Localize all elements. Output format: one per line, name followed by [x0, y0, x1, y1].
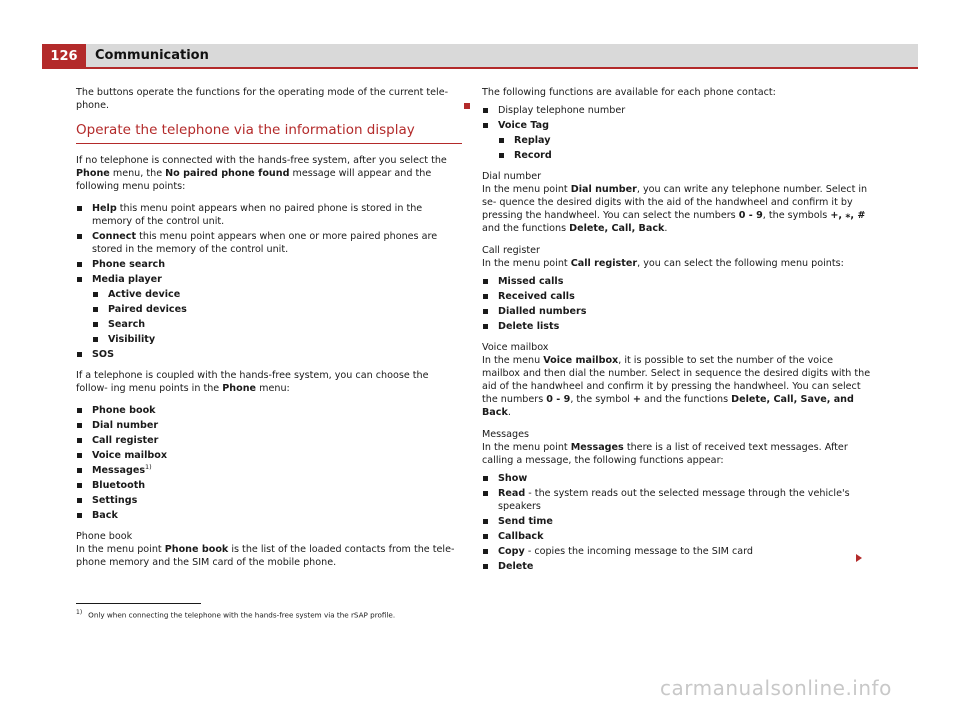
section-heading: Operate the telephone via the information display	[76, 124, 462, 144]
subsection-title: Messages	[482, 429, 530, 440]
paragraph: In the menu point Phone book is the list of the loaded contacts from the tele- phone memory and the SIM card of the mobile phone.	[76, 544, 455, 568]
list-item: Callback	[482, 530, 872, 543]
list-item: Phone book	[76, 404, 462, 417]
left-column	[76, 86, 462, 578]
list-item: Visibility	[92, 333, 462, 346]
subsection-title: Dial number	[482, 171, 542, 182]
list-item: Search	[92, 318, 462, 331]
list-item: Dial number	[76, 419, 462, 432]
list-item: Missed calls	[482, 275, 872, 288]
subsection-title: Phone book	[76, 531, 133, 542]
menu-point-list	[76, 202, 462, 361]
list-item: Paired devices	[92, 303, 462, 316]
header-rule	[42, 67, 918, 69]
continue-arrow-icon	[856, 554, 862, 562]
paragraph: If no telephone is connected with the hands-free system, after you select the Phone menu, the No paired phone found message will appear and the following menu points:	[76, 155, 447, 192]
list-item: Copy - copies the incoming message to the SIM card	[482, 545, 872, 558]
paragraph: In the menu Voice mailbox, it is possible to set the number of the voice mailbox and then dial the number. Select in sequence the desired digits with the aid of the handwheel and confirm it by pressing the handwheel. You can select the numbers 0 - 9, the symbol + and the functions Delete, Call, Save, and Back.	[482, 355, 871, 418]
footnote-rule	[76, 603, 201, 604]
list-item: Phone search	[76, 258, 462, 271]
list-item: Display telephone number	[482, 104, 872, 117]
footnote-ref: 1)	[145, 462, 152, 471]
list-item: Call register	[76, 434, 462, 447]
list-item: Connect this menu point appears when one or more paired phones are stored in the memory of the control unit.	[76, 230, 462, 256]
paragraph: If a telephone is coupled with the hands-free system, you can choose the follow- ing menu points in the Phone menu:	[76, 370, 429, 394]
list-item: Help this menu point appears when no paired phone is stored in the memory of the control unit.	[76, 202, 462, 228]
voice-tag-sublist	[498, 134, 872, 162]
intro-text: The buttons operate the functions for the operating mode of the current tele- phone.	[76, 87, 449, 111]
list-item: Back	[76, 509, 462, 522]
right-column	[482, 86, 872, 581]
list-item: Messages$^{1)}$	[76, 464, 462, 477]
watermark: carmanualsonline.info	[660, 676, 892, 700]
list-item: Dialled numbers	[482, 305, 872, 318]
paragraph: In the menu point Call register, you can select the following menu points:	[482, 258, 844, 269]
list-item: Received calls	[482, 290, 872, 303]
section-title: Communication	[95, 48, 209, 63]
footnote: $^{1)}$ Only when connecting the telephone with the hands-free system via the rSAP profile.	[76, 609, 396, 620]
list-item: Show	[482, 472, 872, 485]
paragraph: In the menu point Dial number, you can write any telephone number. Select in se- quence the desired digits with the aid of the handwheel and confirm it by pressing the handwheel. You can select the numbers 0 - 9, the symbols +, ⁎, # and the functions Delete, Call, Back.	[482, 184, 868, 234]
call-register-list	[482, 275, 872, 333]
message-function-list	[482, 472, 872, 573]
list-item: Active device	[92, 288, 462, 301]
list-item: Read - the system reads out the selected message through the vehicle's speakers	[482, 487, 872, 513]
list-item: Voice Tag Replay Record	[482, 119, 872, 162]
list-item: Send time	[482, 515, 872, 528]
subsection-title: Call register	[482, 245, 540, 256]
list-item: Delete lists	[482, 320, 872, 333]
section-end-mark	[464, 103, 470, 109]
list-item: Record	[498, 149, 872, 162]
contact-function-list	[482, 104, 872, 162]
list-item: Voice mailbox	[76, 449, 462, 462]
media-player-sublist	[92, 288, 462, 346]
header-band	[86, 44, 918, 68]
list-item: Replay	[498, 134, 872, 147]
intro-text: The following functions are available for each phone contact:	[482, 87, 776, 98]
list-item: SOS	[76, 348, 462, 361]
paragraph: In the menu point Messages there is a list of received text messages. After calling a message, the following functions appear:	[482, 442, 848, 466]
page-number: 126	[42, 44, 86, 68]
subsection-title: Voice mailbox	[482, 342, 549, 353]
phone-menu-list	[76, 404, 462, 522]
list-item: Settings	[76, 494, 462, 507]
list-item: Bluetooth	[76, 479, 462, 492]
list-item: Media player Active device Paired devices Search Visibility	[76, 273, 462, 346]
list-item: Delete	[482, 560, 872, 573]
